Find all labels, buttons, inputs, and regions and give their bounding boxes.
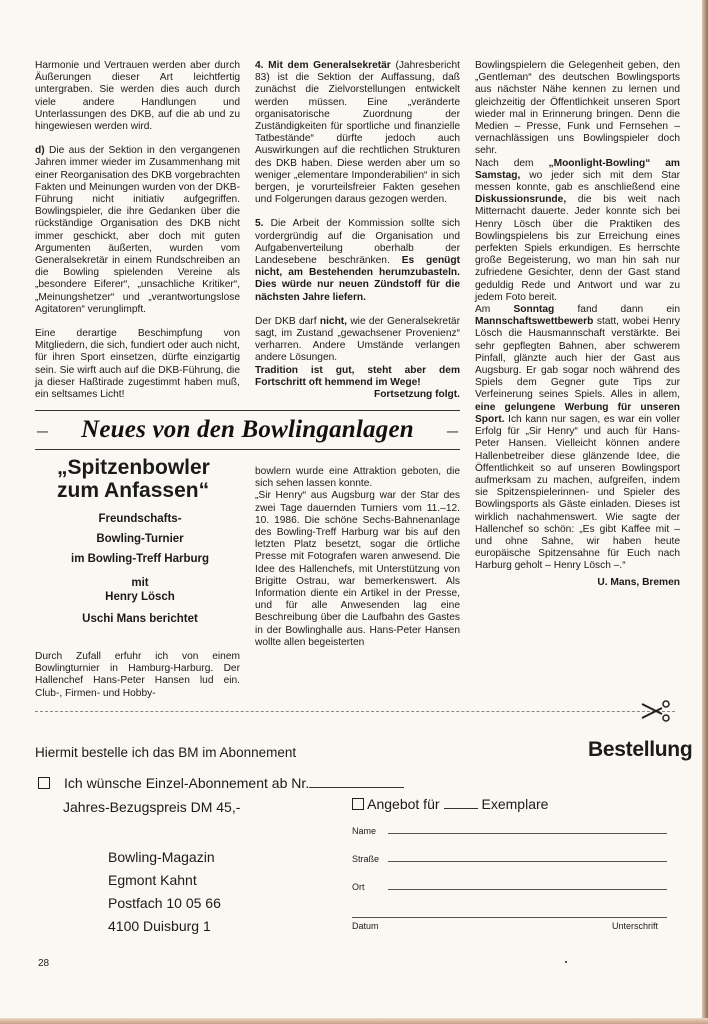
page-edge-bottom (0, 1018, 708, 1024)
date-label: Datum (352, 921, 379, 931)
street-field[interactable]: Straße (352, 854, 667, 864)
banner-dash-right: – (446, 417, 458, 442)
publisher-address: Bowling-Magazin Egmont Kahnt Postfach 10 05 66 4100 Duisburg 1 (108, 849, 221, 934)
print-speck (565, 961, 567, 963)
offer-suffix: Exemplare (481, 796, 549, 812)
article-subhead: im Bowling-Treff Harburg (71, 553, 209, 565)
order-title: Bestellung (588, 738, 693, 761)
article-subhead: Bowling-Turnier (96, 533, 184, 545)
paragraph: Durch Zufall erfuhr ich von einem Bowlingturnier in Hamburg-Harburg. Der Hallenchef Hans-Peter Hansen lud ein. Club-, Firmen- und Hobby- (35, 651, 240, 699)
single-subscription-label: Ich wünsche Einzel-Abonnement (64, 775, 268, 791)
paragraph: Am Sonntag fand dann ein Mannschaftswettbewerb statt, wobei Henry Lösch die Hausmannschaft verstärkte. Bei sehr gepflegten Bahnen, aber schwerem Pinfall, glänzte auch hier der Gast aus Augsburg. Er gab sogar noch während des Spiels dem Gegner gute Tips zur Verfeinerung seines Spiels. Alles in allem, eine gelungene Werbung für unseren Sport. Ich kann nur sagen, es war ein voller Erfolg für „Sir Henry“ und auch für Hans-Peter Hansen. Vielleicht können andere Hallenbetreiber diese glänzende Idee, die Öffentlichkeit so auf unseren Bowlingsport aufmerksam zu machen, aufgreifen, indem sie Spitzenspielerinnen- und Spieler des Bowlingsports als Gäste einladen. Dieses ist wirklich nachahmenswert. Wie sagte der Hallenchef so schön: „Es gibt Kaffee mit – und ohne Sahne, wir haben heute europäische Spitzensahne für Euch nach Harburg geholt – Henry Lösch –.“ (475, 304, 680, 572)
text-column-3 (475, 60, 680, 589)
offer-row (352, 796, 548, 812)
article-headline: „Spitzenbowler zum Anfassen“ (57, 456, 210, 502)
copies-field[interactable] (444, 807, 478, 809)
article-subhead: Freundschafts- (98, 513, 182, 525)
page-edge-shadow (702, 0, 708, 1024)
offer-label: Angebot für (367, 796, 440, 812)
paragraph: Harmonie und Vertrauen werden aber durch Äußerungen dieser Art leichtfertig untergraben. Sie werden dies auch durch viele andere Handlungen und Unterlassungen des DKB, auf die ab und zu hingewiesen werden wird. (35, 60, 240, 133)
single-subscription-row (38, 775, 404, 791)
offer-checkbox[interactable] (352, 798, 364, 810)
paragraph-4: 4. Mit dem Generalsekretär (Jahresbericht 83) ist die Sektion der Auffassung, daß zunächst die Zielvorstellungen entwickelt werden müssen. Eine „veränderte organisatorische Zuordnung der Zuständigkeiten für sportliche und finanzielle Tatbestände“ dürfte jedoch auch Auswirkungen auf die rechtlichen Strukturen des DKB haben. Diese werden aber um so weniger „elementare Imponderabilien“ in sich bergen, je vorurteilsfreier Fakten gesehen und Folgerungen daraus gezogen werden. (255, 60, 460, 206)
banner-dash-left: – (37, 417, 48, 442)
from-issue-field[interactable] (309, 786, 404, 788)
city-field[interactable]: Ort (352, 882, 667, 892)
article-subhead: Henry Lösch (105, 591, 175, 603)
annual-price: Jahres-Bezugspreis DM 45,- (63, 799, 241, 815)
paragraph: bowlern wurde eine Attraktion geboten, die sich sehen lassen konnte. (255, 466, 460, 490)
section-title: Neues von den Bowlinganlagen (81, 416, 414, 443)
article-subhead: mit (131, 577, 149, 589)
continued-note: Fortsetzung folgt. (373, 389, 460, 401)
text-column-2 (255, 60, 460, 401)
text-column-1 (35, 60, 240, 413)
signature-label: Unterschrift (612, 921, 659, 931)
from-issue-label: ab Nr. (271, 775, 310, 791)
page-number: 28 (38, 958, 50, 969)
article-column-1 (35, 651, 240, 700)
scissors-icon (640, 696, 672, 726)
paragraph: Bowlingspielern die Gelegenheit geben, den „Gentleman“ des deutschen Bowlingsports aus nächster Nähe kennen zu lernen und gleichzeitig der Öffentlichkeit unseren Sport wieder mal in Erinnerung bringen. Denn die Medien – Presse, Funk und Fernsehen – vernachlässigen uns Bowlingspieler doch sehr. (475, 60, 680, 157)
paragraph-emphasis: Tradition ist gut, steht aber dem Fortschritt oft hemmend im Wege! (255, 364, 460, 388)
paragraph-d: d) Die aus der Sektion in den vergangenen Jahren immer wieder im Zusammenhang mit einer Reorganisation des DKB vorgebrachten Fakten und Meinungen wurden von der DKB-Führung nicht initiativ aufgegriffen. Bowlingspieler, die ihre Gedanken über die rückständige Organisation des DKB nicht immer geschickt, aber doch mit guten Argumenten äußerten, wurden vom Generalsekretär in einem Rundschreiben an die Bowling spielenden Vereine als „besondere Eiferer“, „unsachliche Kritiker“, „Meinungshetzer“ und „verantwortungslose Agitatoren“ verunglimpft. (35, 145, 241, 315)
section-banner (35, 410, 460, 450)
paragraph: Der DKB darf nicht, wie der Generalsekretär sagt, im Zustand „gewachsener Provenienz“ verharren. Andere Umstände verlangen andere Lösungen. (255, 315, 460, 364)
order-intro: Hiermit bestelle ich das BM im Abonnement (35, 745, 297, 760)
name-field[interactable]: Name (352, 826, 667, 836)
article-header (35, 452, 245, 626)
cut-line (35, 711, 675, 712)
paragraph: Eine derartige Beschimpfung von Mitgliedern, die sich, fundiert oder auch nicht, für ihren Sport einsetzen, dürfte einzigartig sein. Sie wirft auch auf die DKB-Führung, die ja dieser Haßtirade zugestimmt haben muß, ein seltsames Licht! (35, 328, 240, 401)
single-subscription-checkbox[interactable] (38, 777, 50, 789)
paragraph-5: 5. Die Arbeit der Kommission sollte sich vordergründig auf die Organisation und Aufgabenverteilung oberhalb der Landesebene beschränken. Es genügt nicht, am Bestehenden herumzubasteln. Dies würde nur neuen Zündstoff für die nächsten Jahre liefern. (255, 218, 461, 303)
author-signature: U. Mans, Bremen (597, 576, 680, 588)
paragraph: Nach dem „Moonlight-Bowling“ am Samstag, wo jeder sich mit dem Star messen konnte, gab es anschließend eine Diskussionsrunde, die bis weit nach Mitternacht dauerte. Jeder konnte sich bei Henry Lösch über die Praktiken des Bowlingspielens bis zur Erreichung eines perfekten Spiels erkundigen. Es herrschte große Begeisterung, wo man hin sah nur zufriedene Gesichter, denn der Gast stand geduldig Rede und Antwort und war zu jedem Foto bereit. (475, 157, 680, 303)
paragraph: „Sir Henry“ aus Augsburg war der Star des zwei Tage dauernden Turniers vom 11.–12. 10. 1986. Die schöne Sechs-Bahnenanlage des Bowling-Treff Harburg war bis auf den letzten Platz besetzt, sogar die örtliche Presse mit Fotografen waren anwesend. Die Idee des Hallenchefs, mit Unterstützung von Brigitte Ostrau, war bemerkenswert. Als Information diente ein Artikel in der Presse, und für alle Anwesenden lag eine Beschreibung über die Laufbahn des Gastes in der Bowlinghalle aus. Hans-Peter Hansen wollte allen begeisterten (255, 490, 460, 648)
article-column-2 (255, 466, 460, 649)
article-byline: Uschi Mans berichtet (82, 613, 198, 625)
signature-line[interactable] (352, 917, 667, 918)
